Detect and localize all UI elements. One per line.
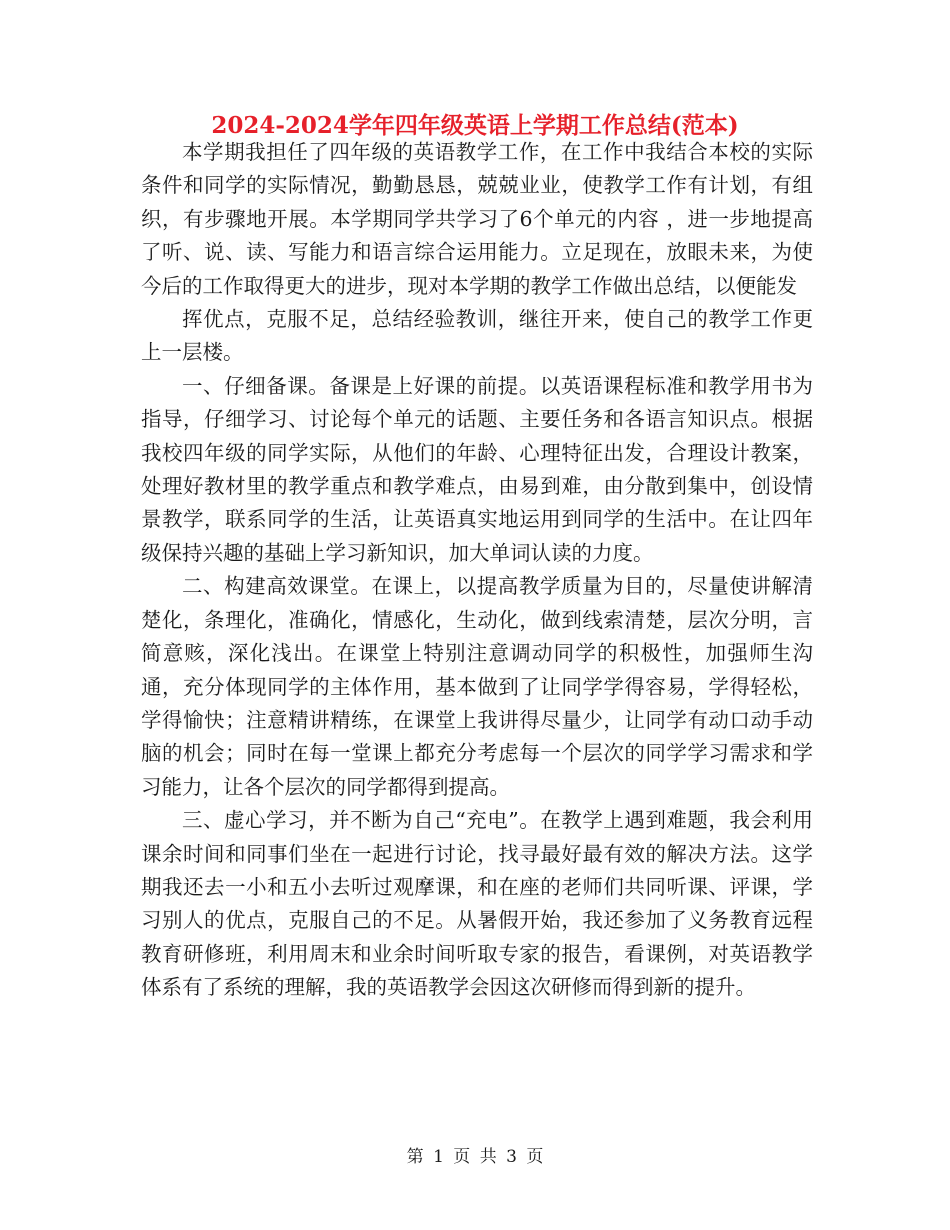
document-title: 2024-2024学年四年级英语上学期工作总结(范本) — [211, 112, 739, 139]
paragraph-intro: 本学期我担任了四年级的英语教学工作，在工作中我结合本校的实际条件和同学的实际情况，勤勤恳恳，兢兢业业，使教学工作有计划，有组织，有步骤地开展。本学期同学共学习了6个单元的内容 ，进一步地提高了听、说、读、写能力和语言综合运用能力。立足现在，放眼未来，为使今后的工作取得更大的进步，现对本学期的教学工作做出总结，以便能发 — [141, 140, 813, 298]
paragraph-section-3: 三、虚心学习，并不断为自己“充电”。在教学上遇到难题，我会利用课余时间和同事们坐在一起进行讨论，找寻最好最有效的解决方法。这学期我还去一小和五小去听过观摩课，和在座的老师们共同听课、评课，学习别人的优点，克服自己的不足。从暑假开始，我还参加了义务教育远程教育研修班，利用周末和业余时间听取专家的报告，看课例，对英语教学体系有了系统的理解，我的英语教学会因这次研修而得到新的提升。 — [141, 808, 813, 1000]
page-number-footer: 第 1 页 共 3 页 — [406, 1147, 544, 1167]
paragraph-continuation: 挥优点，克服不足，总结经验教训，继往开来，使自己的教学工作更上一层楼。 — [141, 307, 813, 365]
document-body — [141, 136, 813, 1005]
paragraph-section-1: 一、仔细备课。备课是上好课的前提。以英语课程标准和教学用书为指导，仔细学习、讨论每个单元的话题、主要任务和各语言知识点。根据我校四年级的同学实际，从他们的年龄、心理特征出发，合理设计教案，处理好教材里的教学重点和教学难点，由易到难，由分散到集中，创设情景教学，联系同学的生活，让英语真实地运用到同学的生活中。在让四年级保持兴趣的基础上学习新知识，加大单词认读的力度。 — [141, 373, 813, 565]
paragraph-section-2: 二、构建高效课堂。在课上，以提高教学质量为目的，尽量使讲解清楚化，条理化，准确化，情感化，生动化，做到线索清楚，层次分明，言简意赅，深化浅出。在课堂上特别注意调动同学的积极性，加强师生沟通，充分体现同学的主体作用，基本做到了让同学学得容易，学得轻松，学得愉快；注意精讲精练，在课堂上我讲得尽量少，让同学有动口动手动脑的机会；同时在每一堂课上都充分考虑每一个层次的同学学习需求和学习能力，让各个层次的同学都得到提高。 — [141, 574, 813, 799]
